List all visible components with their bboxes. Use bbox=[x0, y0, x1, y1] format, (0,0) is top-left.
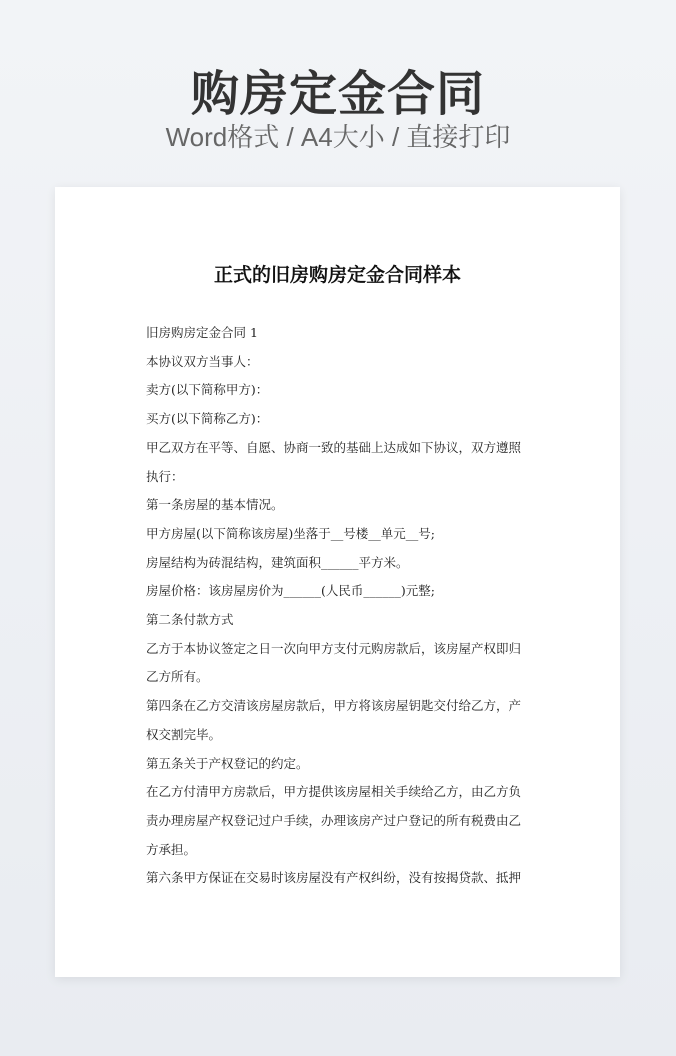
banner-title: 购房定金合同 bbox=[190, 66, 485, 122]
document-line: 甲乙双方在平等、自愿、协商一致的基础上达成如下协议，双方遵照 bbox=[146, 439, 522, 455]
document-line: 房屋价格：该房屋房价为______(人民币______)元整; bbox=[146, 583, 435, 599]
document-line: 旧房购房定金合同 1 bbox=[146, 325, 258, 340]
document-line: 执行： bbox=[146, 468, 184, 484]
document-line: 卖方(以下简称甲方)： bbox=[146, 382, 269, 398]
document-line: 乙方所有。 bbox=[146, 669, 209, 685]
banner-subtitle: Word格式 / A4大小 / 直接打印 bbox=[165, 122, 511, 152]
document-line: 权交割完毕。 bbox=[146, 726, 222, 742]
document-line: 第一条房屋的基本情况。 bbox=[146, 497, 284, 513]
document-page bbox=[55, 187, 620, 977]
document-line: 买方(以下简称乙方)： bbox=[146, 411, 269, 427]
document-line: 在乙方付清甲方房款后，甲方提供该房屋相关手续给乙方，由乙方负 bbox=[146, 784, 522, 800]
document-line: 第四条在乙方交清该房屋房款后，甲方将该房屋钥匙交付给乙方，产 bbox=[146, 698, 522, 714]
document-body bbox=[146, 319, 531, 893]
document-line: 房屋结构为砖混结构，建筑面积______平方米。 bbox=[146, 554, 409, 570]
document-line: 责办理房屋产权登记过户手续，办理该房产过户登记的所有税费由乙 bbox=[146, 812, 522, 828]
document-line: 乙方于本协议签定之日一次向甲方支付元购房款后，该房屋产权即归 bbox=[146, 640, 522, 656]
document-title: 正式的旧房购房定金合同样本 bbox=[213, 264, 461, 286]
document-line: 本协议双方当事人： bbox=[146, 353, 259, 369]
document-line: 第二条付款方式 bbox=[146, 612, 234, 628]
document-line: 第五条关于产权登记的约定。 bbox=[146, 755, 309, 771]
document-line: 方承担。 bbox=[146, 841, 197, 857]
document-line: 第六条甲方保证在交易时该房屋没有产权纠纷，没有按揭贷款、抵押 bbox=[146, 870, 522, 886]
document-line: 甲方房屋(以下简称该房屋)坐落于__号楼__单元__号; bbox=[146, 525, 435, 541]
